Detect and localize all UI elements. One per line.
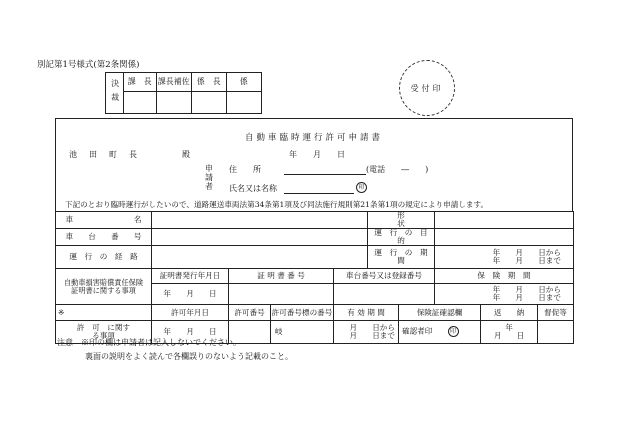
- ins-col: 証明書発行年月日: [152, 268, 229, 284]
- applicant-label: 申請者: [205, 164, 213, 191]
- permit-date: 年 月 日: [152, 320, 229, 343]
- seal-mark: 印: [356, 182, 367, 193]
- office-label: 許 可 に関する事項: [56, 320, 152, 343]
- ins-col: 車台番号又は登録番号: [334, 268, 435, 284]
- ins-number-field[interactable]: [229, 284, 334, 305]
- approval-col: 係 長: [191, 73, 226, 92]
- ins-reg-field[interactable]: [334, 284, 435, 305]
- note-2: 裏面の説明をよく読んで各欄誤りのないよう記載のこと。: [85, 352, 293, 361]
- reception-stamp: 受付印: [399, 60, 455, 116]
- honorific: 殿: [182, 150, 190, 159]
- period-label: 運 行 の 期 間: [368, 245, 435, 268]
- form-title: 自動車臨時運行許可申請書: [244, 133, 383, 143]
- office-col: 有 効 期 間: [334, 305, 399, 321]
- name-field[interactable]: [284, 193, 354, 194]
- ins-date-field[interactable]: 年 月 日: [152, 284, 229, 305]
- insurance-check: 確認者印 印: [399, 320, 481, 343]
- approval-col: 課長補佐: [156, 73, 191, 92]
- vehicle-name-field[interactable]: [152, 212, 368, 229]
- purpose-label: 運 行 の 目 的: [368, 228, 435, 245]
- application-header-frame: [55, 118, 573, 211]
- approval-cell[interactable]: [191, 92, 226, 114]
- purpose-field[interactable]: [435, 228, 574, 245]
- plate-number: 岐: [271, 320, 334, 343]
- chassis-field[interactable]: [152, 228, 368, 245]
- insurance-label: 自動車損害賠償責任保険 証明書に関する事項: [56, 268, 152, 305]
- name-label: 氏名又は名称: [229, 184, 277, 193]
- approval-col: 課 長: [123, 73, 156, 92]
- reminder-cell: [538, 320, 574, 343]
- approval-label: 決裁: [106, 73, 124, 114]
- chassis-label: 車 台 番 号: [56, 228, 152, 245]
- vehicle-name-label: 車 名: [56, 212, 152, 229]
- statement: 下記のとおり臨時運行がしたいので、道路運送車両法第34条第1項及び同法施行規則第21条第1項の規定により申請します。: [65, 200, 489, 209]
- approval-col: 係: [226, 73, 261, 92]
- office-col: 許可番号: [229, 305, 271, 321]
- office-col: 保険証確認欄: [399, 305, 481, 321]
- office-col: 返 納: [481, 305, 538, 321]
- period-field[interactable]: 年 月 日から 年 月 日まで: [435, 245, 574, 268]
- application-date[interactable]: 年 月 日: [289, 150, 345, 159]
- ins-period-field[interactable]: 年 月 日から 年 月 日まで: [435, 284, 574, 305]
- approval-cell[interactable]: [123, 92, 156, 114]
- office-mark: ※: [56, 305, 152, 321]
- approval-table: [105, 72, 262, 114]
- return-date: 年 月 日: [481, 320, 538, 343]
- note-1: 注意 ※印の欄は申請者は記入しないでください。: [57, 338, 241, 347]
- address-field[interactable]: [284, 174, 366, 175]
- route-label: 運 行 の 経 路: [56, 245, 152, 268]
- form-number: 別記第1号様式(第2条関係): [37, 60, 140, 70]
- addressee: 池 田 町 長: [69, 150, 139, 159]
- shape-label: 形 状: [368, 212, 435, 229]
- ins-col: 保 険 期 間: [435, 268, 574, 284]
- valid-period: 月 日から 月 日まで: [334, 320, 399, 343]
- application-grid: [55, 211, 574, 344]
- office-col: 許可番号標の番号: [271, 305, 334, 321]
- approval-cell[interactable]: [156, 92, 191, 114]
- route-field[interactable]: [152, 245, 368, 268]
- address-label: 住 所: [229, 165, 261, 174]
- approval-cell[interactable]: [226, 92, 261, 114]
- office-col: 許可年月日: [152, 305, 229, 321]
- ins-col: 証 明 書 番 号: [229, 268, 334, 284]
- phone-label: (電話 ― ): [366, 165, 429, 174]
- office-col: 督促等: [538, 305, 574, 321]
